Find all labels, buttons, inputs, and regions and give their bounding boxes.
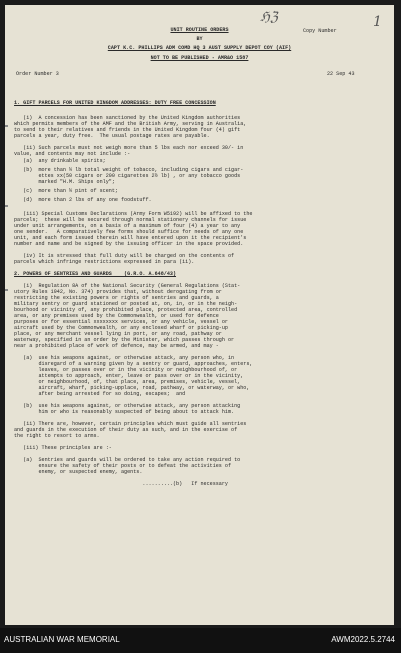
body-line: enemy, or suspected enemy, agents. [14, 469, 143, 475]
document-page [5, 5, 394, 625]
handwritten-initials: ℌℨ [260, 10, 278, 25]
body-line: bourhood or vicinity of, any prohibited place, protected area, controlled [14, 307, 238, 313]
body-line: place, or any merchant vessel lying in port, or any road, pathway or [14, 331, 222, 337]
body-line: the right to resort to arms. [14, 433, 100, 439]
body-line: parcels a year, duty free. The usual postage rates are payable. [14, 133, 210, 139]
body-line: (a) any drinkable spirits; [14, 158, 106, 164]
body-line: him or who is reasonably suspected of being about to attack him. [14, 409, 235, 415]
body-line: and guards in the execution of their duty as such, and in the exercise of [14, 427, 238, 433]
body-line: marked "H.M. Ships only"; [14, 179, 115, 185]
body-line: (a) use his weapons against, or otherwise attack, any person who, in [14, 355, 235, 361]
body-line: disregard of a warning given by a sentry or guard, approaches, enters, [14, 361, 253, 367]
body-line: value, and contents may not include :- [14, 151, 131, 157]
body-line: one sender. A comparatively few forms should suffice for needs of any one [14, 229, 244, 235]
body-line: to send to their relatives and friends in the United Kingdom four (4) gift [14, 127, 241, 133]
order-number: Order Number 3 [16, 71, 59, 77]
order-date: 22 Sep 43 [327, 71, 355, 77]
body-line: (a) Sentries and guards will be ordered to take any action required to [14, 457, 241, 463]
body-line: 1. GIFT PARCELS FOR UNITED KINGDOM ADDRESSES: DUTY FREE CONCESSION [14, 100, 216, 106]
body-line: which permits members of the AMF and the British Army, serving in Australia, [14, 121, 247, 127]
body-line: under unit arrangements, on a basis of a maximum of four (4) a year to any [14, 223, 241, 229]
body-line: utory Rules 1942, No. 374) provides that, without derogating from or [14, 289, 222, 295]
body-line: purposes or for essential xxxxxxxx services, or any vehicle, vessel or [14, 319, 228, 325]
body-line: (i) A concession has been sanctioned by the United Kingdom authorities [14, 115, 241, 121]
copy-number-value: 1 [373, 14, 382, 30]
doc-not-published: NOT TO BE PUBLISHED - AMR&O 1587 [150, 55, 249, 61]
footer-source: AUSTRALIAN WAR MEMORIAL [4, 635, 120, 644]
body-line: (iii) Special Customs Declarations (Army Form W5192) will be affixed to the [14, 211, 253, 217]
doc-title: UNIT ROUTINE ORDERS [170, 27, 229, 33]
body-line: (d) more than 2 lbs of any one foodstuff. [14, 197, 152, 203]
body-line: near a prohibited place of work of defence, may be armed, and may - [14, 343, 219, 349]
doc-issuer: CAPT K.C. PHILLIPS ADM COMD HQ 3 AUST SUPPLY DEPOT COY (AIF) [107, 45, 292, 51]
body-line: parcels; these will be secured through normal stationery channels for issue [14, 217, 247, 223]
archive-footer [0, 628, 401, 653]
body-line: aircraft, wharf, picking-upplace, road, pathway, or waterway, or who, [14, 385, 250, 391]
body-line: or neighbourhood, of, that place, area, premises, vehicle, vessel, [14, 379, 241, 385]
body-line: ..........(b) If necessary [14, 481, 228, 487]
body-line: unit, and each form issued therein will have entered upon it the recipient's [14, 235, 247, 241]
body-line: (iv) It is stressed that full duty will be charged on the contents of [14, 253, 235, 259]
body-line: parcels which infringe restrictions expressed in para (ii). [14, 259, 195, 265]
punch-mark [5, 205, 8, 207]
body-line: (ii) Such parcels must not weigh more than 5 lbs each nor exceed 30/- in [14, 145, 244, 151]
footer-accession: AWM2022.5.2744 [331, 635, 395, 644]
body-line: area, or any premises used by the Commonwealth, or used for defence [14, 313, 219, 319]
copy-number-label: Copy Number [303, 28, 337, 34]
body-line: (iii) These principles are :- [14, 445, 112, 451]
body-line: (i) Regulation 8A of the National Security (General Regulations (Stat- [14, 283, 241, 289]
body-line: aircraft used by the Commonwealth, or any enclosed wharf or picking-up [14, 325, 228, 331]
body-line: restricting the existing powers or rights of sentries and guards, a [14, 295, 219, 301]
body-line: military sentry or guard stationed or posted at, on, in, or in the neigh- [14, 301, 238, 307]
body-line: after being arrested for so doing, escapes; and [14, 391, 186, 397]
body-line: 2. POWERS OF SENTRIES AND GUARDS (G.R.O. A.648/43) [14, 271, 177, 277]
punch-mark [5, 289, 8, 291]
body-line: leaves, or passes over or in the vicinity or neighbourhood of, or [14, 367, 238, 373]
body-line: (ii) There are, however, certain principles which must guide all sentries [14, 421, 247, 427]
doc-by: BY [196, 36, 203, 42]
punch-mark [5, 125, 8, 127]
body-line: ensure the safety of their posts or to defeat the activities of [14, 463, 232, 469]
body-line: (b) more than ½ lb total weight of tobacco, including cigars and cigar- [14, 167, 244, 173]
body-line: (c) more than ½ pint of scent; [14, 188, 118, 194]
body-line: number and name and be signed by the issuing officer in the space provided. [14, 241, 244, 247]
body-line: waterway, specified in an order by the Minister, which passes through or [14, 337, 235, 343]
body-line: (b) use his weapons against, or otherwise attack, any person attacking [14, 403, 241, 409]
body-line: attempts to approach, enter, leave or pass over or in the vicinity, [14, 373, 244, 379]
body-line: ettes xx(50 cigars or 200 cigarettes 2½ lb) , or any tobacco goods [14, 173, 241, 179]
